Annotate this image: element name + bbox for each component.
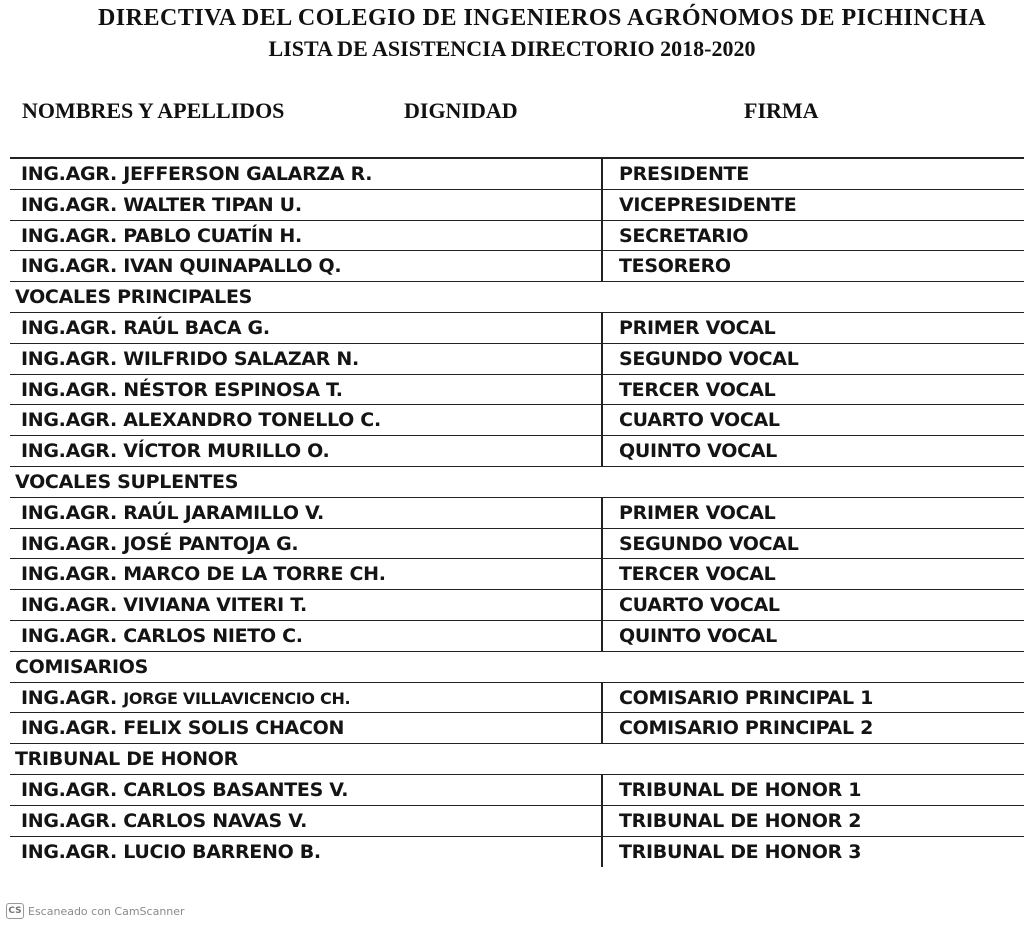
section-title: VOCALES SUPLENTES <box>15 470 239 493</box>
member-name: ING.AGR. WALTER TIPAN U. <box>21 193 302 216</box>
member-name: ING.AGR. CARLOS NIETO C. <box>21 624 303 647</box>
table-row <box>10 251 1024 282</box>
member-name: ING.AGR. ALEXANDRO TONELLO C. <box>21 409 381 432</box>
attendance-table <box>10 157 1024 867</box>
member-dignity: COMISARIO PRINCIPAL 1 <box>601 683 1024 713</box>
table-row <box>10 559 1024 590</box>
member-dignity: SECRETARIO <box>601 221 1024 251</box>
table-row <box>10 221 1024 252</box>
column-header-dignity: DIGNIDAD <box>404 98 518 123</box>
table-row <box>10 590 1024 621</box>
camscanner-icon: CS <box>6 903 24 919</box>
member-name: ING.AGR. JEFFERSON GALARZA R. <box>21 163 373 185</box>
watermark-text: Escaneado con CamScanner <box>28 904 185 918</box>
member-dignity: QUINTO VOCAL <box>601 621 1024 651</box>
member-name: ING.AGR. FELIX SOLIS CHACON <box>21 717 345 740</box>
section-header-row <box>10 467 1024 498</box>
member-name: ING.AGR. CARLOS NAVAS V. <box>21 809 308 832</box>
member-dignity: CUARTO VOCAL <box>601 590 1024 620</box>
member-dignity: VICEPRESIDENTE <box>601 190 1024 220</box>
table-row <box>10 529 1024 560</box>
section-header-row <box>10 282 1024 313</box>
document-subtitle: LISTA DE ASISTENCIA DIRECTORIO 2018-2020 <box>268 36 756 61</box>
table-row <box>10 837 1024 868</box>
member-name: ING.AGR. NÉSTOR ESPINOSA T. <box>21 378 343 401</box>
table-row <box>10 621 1024 652</box>
section-title: TRIBUNAL DE HONOR <box>15 748 238 771</box>
section-header-row <box>10 652 1024 683</box>
table-row <box>10 190 1024 221</box>
table-row <box>10 436 1024 467</box>
member-name: ING.AGR. MARCO DE LA TORRE CH. <box>21 563 386 586</box>
table-row <box>10 405 1024 436</box>
member-name: ING.AGR. JOSÉ PANTOJA G. <box>21 532 299 555</box>
member-dignity: SEGUNDO VOCAL <box>601 529 1024 559</box>
table-row <box>10 159 1024 190</box>
table-row <box>10 375 1024 406</box>
table-row <box>10 806 1024 837</box>
member-name: ING.AGR. JORGE VILLAVICENCIO CH. <box>21 686 351 709</box>
member-dignity: PRIMER VOCAL <box>601 498 1024 528</box>
member-dignity: TRIBUNAL DE HONOR 2 <box>601 806 1024 836</box>
section-title: VOCALES PRINCIPALES <box>15 286 253 309</box>
member-dignity: TRIBUNAL DE HONOR 3 <box>601 837 1024 868</box>
member-name: ING.AGR. VIVIANA VITERI T. <box>21 594 307 617</box>
table-row <box>10 775 1024 806</box>
table-row <box>10 498 1024 529</box>
section-title: COMISARIOS <box>15 655 148 678</box>
member-dignity: SEGUNDO VOCAL <box>601 344 1024 374</box>
member-dignity: PRIMER VOCAL <box>601 313 1024 343</box>
member-dignity: QUINTO VOCAL <box>601 436 1024 466</box>
member-name: ING.AGR. VÍCTOR MURILLO O. <box>21 440 330 463</box>
member-name: ING.AGR. RAÚL BACA G. <box>21 316 270 339</box>
table-row <box>10 683 1024 714</box>
member-dignity: TERCER VOCAL <box>601 375 1024 405</box>
table-row <box>10 713 1024 744</box>
member-name: ING.AGR. LUCIO BARRENO B. <box>21 840 321 863</box>
member-name: ING.AGR. PABLO CUATÍN H. <box>21 224 302 247</box>
scanner-watermark <box>6 903 185 919</box>
member-name: ING.AGR. RAÚL JARAMILLO V. <box>21 501 324 524</box>
member-name: ING.AGR. IVAN QUINAPALLO Q. <box>21 255 342 278</box>
document-title: DIRECTIVA DEL COLEGIO DE INGENIEROS AGRÓNOMOS DE PICHINCHA <box>97 5 987 31</box>
section-header-row <box>10 744 1024 775</box>
member-dignity: PRESIDENTE <box>601 159 1024 189</box>
member-dignity: TESORERO <box>601 251 1024 281</box>
member-dignity: TRIBUNAL DE HONOR 1 <box>601 775 1024 805</box>
column-header-name: NOMBRES Y APELLIDOS <box>22 98 285 123</box>
table-row <box>10 344 1024 375</box>
table-row <box>10 313 1024 344</box>
member-dignity: COMISARIO PRINCIPAL 2 <box>601 713 1024 743</box>
member-name: ING.AGR. WILFRIDO SALAZAR N. <box>21 347 359 370</box>
member-dignity: TERCER VOCAL <box>601 559 1024 589</box>
member-name: ING.AGR. CARLOS BASANTES V. <box>21 778 349 801</box>
column-header-signature: FIRMA <box>744 98 819 123</box>
member-dignity: CUARTO VOCAL <box>601 405 1024 435</box>
